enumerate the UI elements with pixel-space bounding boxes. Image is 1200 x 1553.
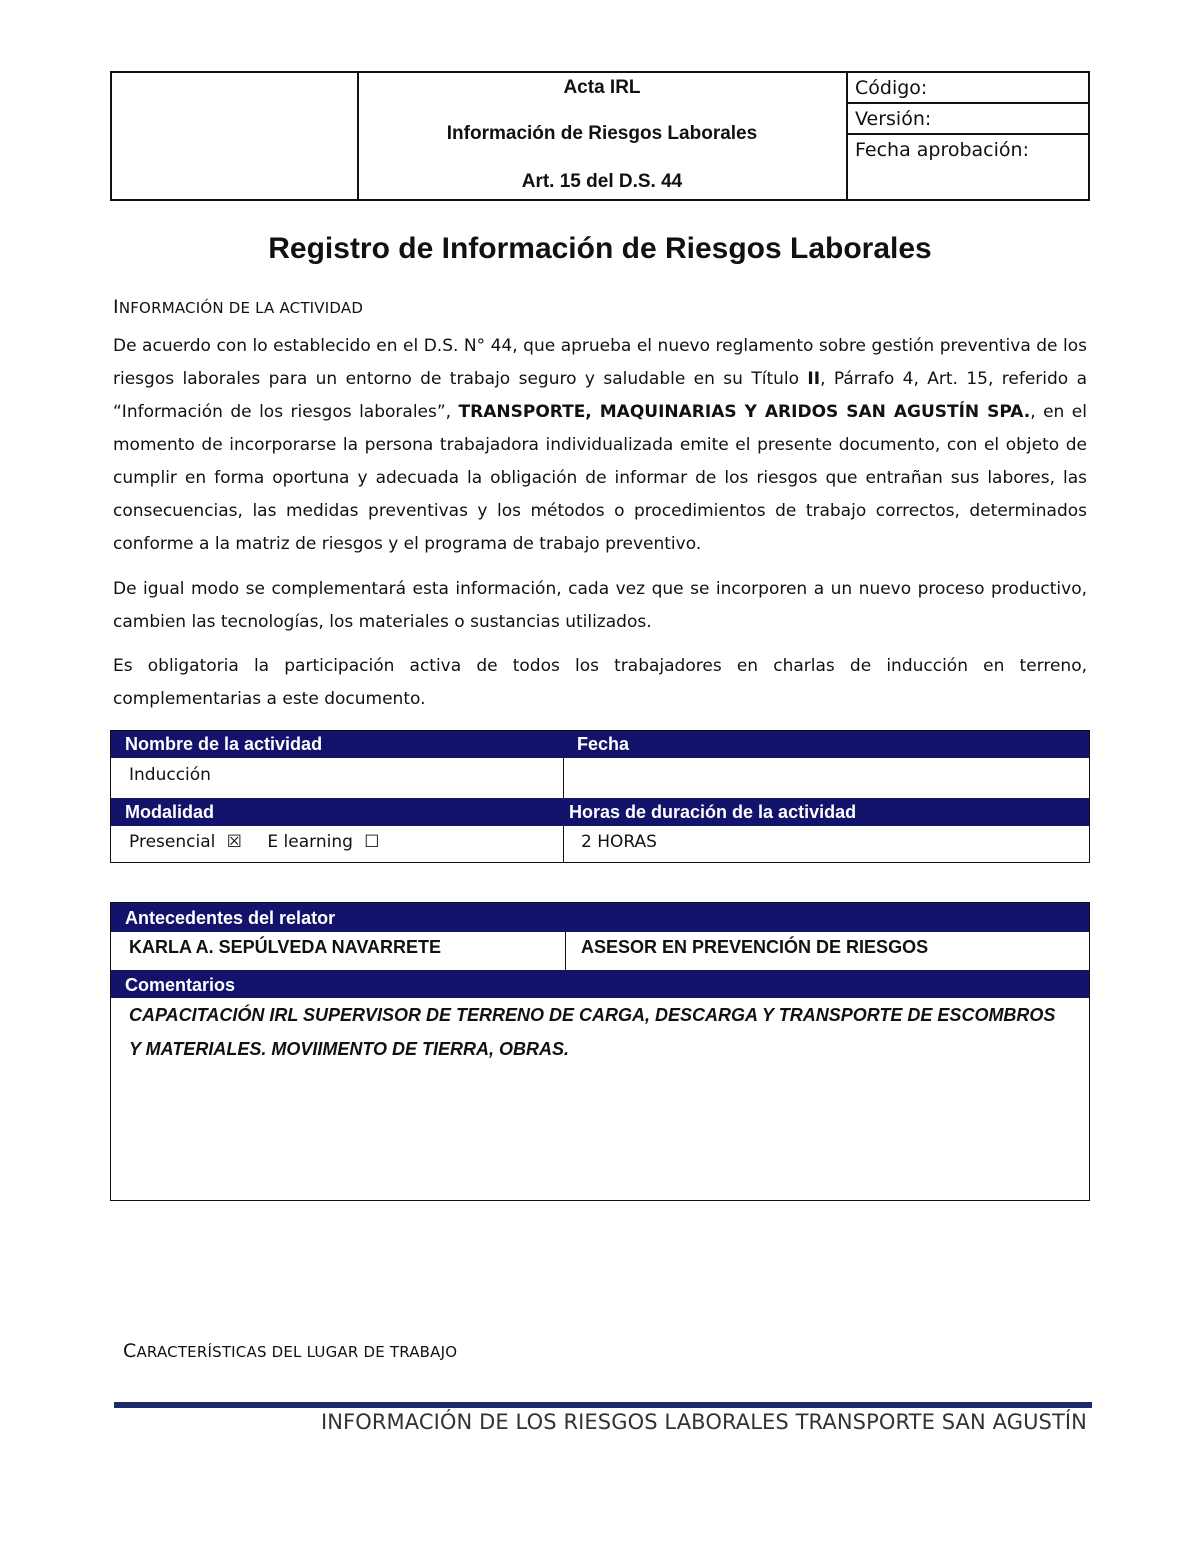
header-modalidad: Modalidad: [125, 802, 214, 822]
elearning-label: E learning: [267, 832, 353, 852]
horas-value: 2 HORAS: [581, 832, 657, 852]
header-nombre-actividad: Nombre de la actividad: [125, 734, 323, 754]
activity-value-row: [111, 758, 1089, 798]
section2-heading-rest: ARACTERÍSTICAS DEL LUGAR DE TRABAJO: [136, 1343, 458, 1361]
section2-heading-initial: C: [123, 1340, 137, 1362]
section-heading-lugar: [123, 1340, 457, 1362]
antecedentes-header-row: [111, 903, 1089, 932]
para1-part-a: De acuerdo con lo establecido en el D.S. N° 44, que aprueba el nuevo reglamento sobre gestión preventiva de los riesgos laborales para un entorno de trabajo seguro y saludable en su Título: [113, 336, 1087, 389]
header-comentarios: Comentarios: [125, 975, 236, 995]
paragraph-complement: De igual modo se complementará esta información, cada vez que se incorporen a un nuevo proceso productivo, cambien las tecnologías, los materiales o sustancias utilizados.: [113, 579, 1087, 632]
activity-name-value: Inducción: [129, 765, 211, 785]
modalidad-value-row: [111, 826, 1089, 863]
header-line-acta: Acta IRL: [563, 77, 641, 98]
codigo-label: Código:: [847, 73, 1088, 104]
activity-table: [110, 730, 1090, 863]
relator-name: KARLA A. SEPÚLVEDA NAVARRETE: [129, 937, 442, 957]
modalidad-options: [115, 826, 563, 863]
relator-value-row: [111, 932, 1089, 970]
paragraph-obligatoria: Es obligatoria la participación activa de todos los trabajadores en charlas de inducción en terreno, complementarias a este documento.: [113, 656, 1087, 709]
comentarios-header-row: [111, 970, 1089, 998]
logo-cell: [112, 73, 359, 199]
page-title: Registro de Información de Riesgos Laborales: [268, 232, 932, 265]
company-name: TRANSPORTE, MAQUINARIAS Y ARIDOS SAN AGUSTÍN SPA.: [458, 402, 1031, 422]
modalidad-header-row: [111, 798, 1089, 826]
version-label: Versión:: [847, 104, 1088, 135]
relator-table: [110, 902, 1090, 1201]
presencial-label: Presencial: [129, 832, 216, 852]
elearning-checkbox[interactable]: ☐: [364, 832, 380, 852]
relator-cargo: ASESOR EN PREVENCIÓN DE RIESGOS: [581, 937, 929, 957]
section-heading-actividad: [113, 296, 363, 318]
intro-paragraph: [113, 330, 1087, 561]
header-antecedentes: Antecedentes del relator: [125, 908, 336, 928]
para1-part-e: , en el momento de incorporarse la persona trabajadora individualizada emite el presente documento, con el objeto de cumplir en forma oportuna y adecuada la obligación de informar de los riesgos que entrañan sus labores, las consecuencias, las medidas preventivas y los métodos o procedimientos de trabajo correctos, determinados conforme a la matriz de riesgos y el programa de trabajo preventivo.: [113, 402, 1087, 554]
document-header-table: [110, 71, 1090, 201]
header-title-cell: [358, 73, 848, 199]
header-meta-cell: [847, 73, 1088, 199]
para1-part-b: II: [807, 369, 821, 389]
comentarios-value-row: [111, 998, 1089, 1200]
footer-text: INFORMACIÓN DE LOS RIESGOS LABORALES TRANSPORTE SAN AGUSTÍN: [320, 1410, 1087, 1434]
header-line-info: Información de Riesgos Laborales: [446, 123, 758, 144]
activity-date-value: [563, 758, 1089, 798]
activity-header-row: [111, 731, 1089, 758]
footer-divider: [114, 1402, 1092, 1408]
comentario-text: CAPACITACIÓN IRL SUPERVISOR DE TERRENO DE CARGA, DESCARGA Y TRANSPORTE DE ESCOMBROS Y MATERIALES. MOVIIMENTO DE TIERRA, OBRAS.: [129, 1005, 1056, 1059]
header-line-art: Art. 15 del D.S. 44: [521, 171, 683, 192]
section-heading-initial: I: [113, 296, 119, 318]
para1-part-c: , Párrafo 4, Art. 15, referido a “Información de los riesgos laborales”,: [113, 369, 1087, 422]
presencial-checkbox[interactable]: ☒: [226, 832, 242, 852]
section-heading-rest: NFORMACIÓN DE LA ACTIVIDAD: [118, 299, 364, 317]
header-fecha: Fecha: [577, 734, 630, 754]
fecha-aprobacion-label: Fecha aprobación:: [855, 139, 1029, 161]
header-horas: Horas de duración de la actividad: [569, 802, 857, 822]
